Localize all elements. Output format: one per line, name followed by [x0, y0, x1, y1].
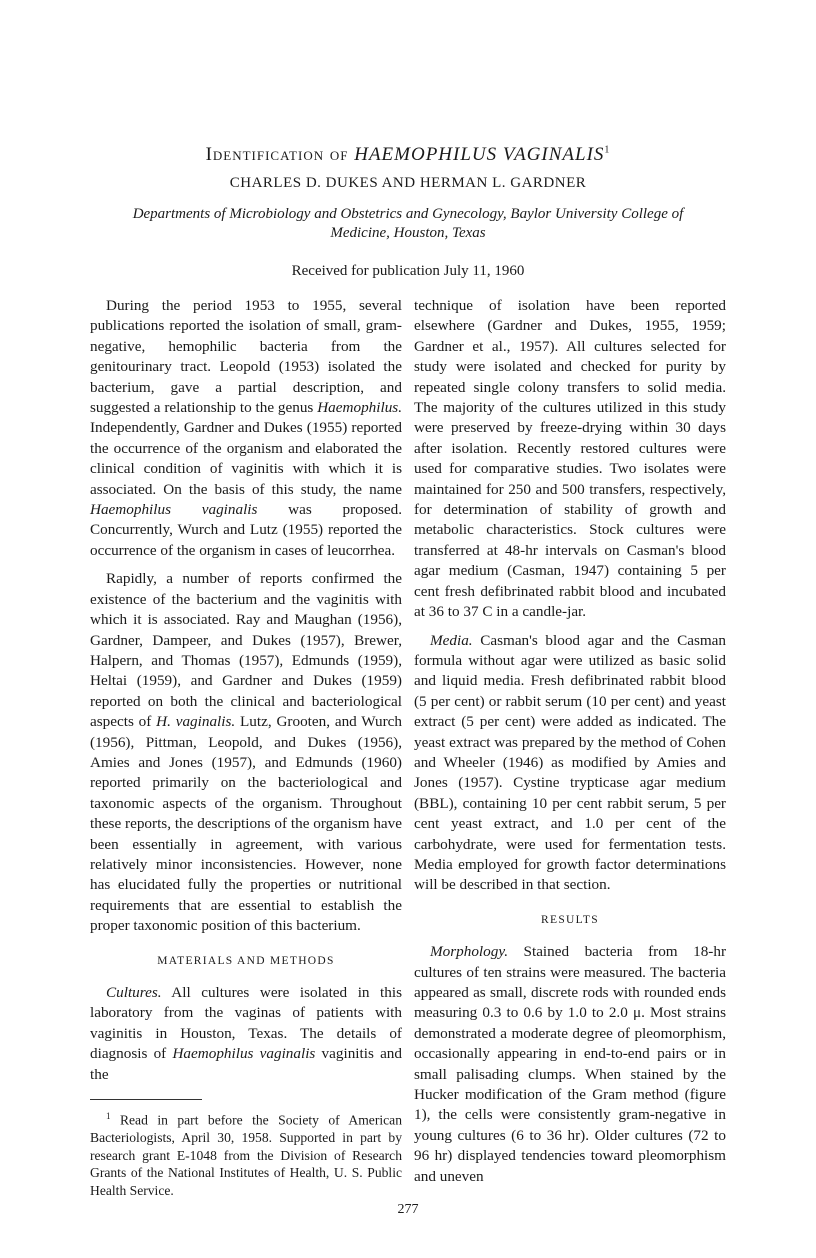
- footnote: $^1$ Read in part before the Society of American Bacteriologists, April 30, 1958. Supported in part by research grant E-1048 from the Division of Research Grants of the National Institutes of Health, U. S. Public Health Service.: [90, 1111, 402, 1198]
- left-column: [90, 296, 402, 1207]
- cultures-continued: technique of isolation have been reported elsewhere (Gardner and Dukes, 1955, 1959; Gardner et al., 1957). All cultures selected for study were isolated and checked for purity by repeated single colony transfers to solid media. The majority of the cultures utilized in this study were preserved by freeze-drying within 30 days after isolation. Recently restored cultures were used for comparative studies. Two isolates were maintained for 250 and 500 transfers, respectively, for determination of stability of growth and metabolic characteristics. Stock cultures were transferred at 48-hr intervals on Casman's blood agar medium (Casman, 1947) containing 5 per cent fresh defibrinated rabbit blood and incubated at 36 to 37 C in a candle-jar.: [414, 297, 726, 621]
- received-date: Received for publication July 11, 1960: [291, 263, 525, 279]
- methods-heading: MATERIALS AND METHODS: [157, 954, 335, 967]
- morphology-paragraph: Morphology. Stained bacteria from 18-hr cultures of ten strains were measured. The bacteria appeared as small, discrete rods with rounded ends measuring 0.3 to 0.6 by 1.0 to 2.0 μ. Most strains demonstrated a moderate degree of pleomorphism, occasionally appearing in end-to-end pairs or in small palisading clumps. When stained by the Hucker modification of the Gram method (figure 1), the cells were consistently gram-negative in young cultures (6 to 36 hr). Older cultures (72 to 96 hr) displayed tendencies toward pleomorphism and uneven: [414, 943, 726, 1185]
- affiliation: Departments of Microbiology and Obstetrics and Gynecology, Baylor University College of Medicine, Houston, Texas: [132, 206, 684, 241]
- intro-paragraph-1: During the period 1953 to 1955, several publications reported the isolation of small, gram-negative, hemophilic bacteria from the genitourinary tract. Leopold (1953) isolated the bacterium, gave a partial description, and suggested a relationship to the genus Haemophilus. Independently, Gardner and Dukes (1955) reported the occurrence of the organism and elaborated the clinical condition of vaginitis with which it is associated. On the basis of this study, the name Haemophilus vaginalis was proposed. Concurrently, Wurch and Lutz (1955) reported the occurrence of the organism in cases of leucorrhea.: [90, 297, 402, 559]
- morphology-label: Morphology.: [430, 943, 509, 961]
- title-footnote-mark: 1: [604, 144, 611, 156]
- footnote-rule: [90, 1099, 202, 1100]
- cultures-paragraph: Cultures. All cultures were isolated in this laboratory from the vaginas of patients with vaginitis in Houston, Texas. The details of diagnosis of Haemophilus vaginalis vaginitis and the: [90, 984, 402, 1083]
- results-heading: RESULTS: [541, 913, 599, 926]
- title-species: HAEMOPHILUS VAGINALIS: [354, 144, 605, 165]
- cultures-label: Cultures.: [106, 984, 162, 1001]
- media-paragraph: Media. Casman's blood agar and the Casman formula without agar were utilized as basic solid and liquid media. Fresh defibrinated rabbit blood (5 per cent) or rabbit serum (10 per cent) and yeast extract (5 per cent) were added as indicated. The yeast extract was prepared by the method of Cohen and Wheeler (1946) as modified by Amies and Jones (1957). Cystine trypticase agar medium (BBL), containing 10 per cent rabbit serum, 5 per cent yeast extract, and 1.0 per cent of the carbohydrate, were used for fermentation tests. Media employed for growth factor determinations will be described in that section.: [414, 631, 726, 894]
- paper-title: [0, 144, 816, 166]
- media-label: Media.: [430, 631, 473, 649]
- title-prefix: Identification of: [205, 144, 349, 165]
- authors: CHARLES D. DUKES AND HERMAN L. GARDNER: [229, 175, 587, 191]
- intro-paragraph-2: Rapidly, a number of reports confirmed the existence of the bacterium and the vaginitis with which it is associated. Ray and Maughan (1956), Gardner, Dampeer, and Dukes (1957), Brewer, Halpern, and Thomas (1957), Edmunds (1959), Heltai (1959), and Gardner and Dukes (1959) reported on both the clinical and bacteriological aspects of H. vaginalis. Lutz, Grooten, and Wurch (1956), Pittman, Leopold, and Dukes (1956), Amies and Jones (1957), and Edmunds (1960) reported primarily on the bacteriological and taxonomic aspects of the organism. Throughout these reports, the descriptions of the organism have been essentially in agreement, with various relatively minor inconsistencies. However, none has elucidated fully the properties or nutritional requirements that are essential to establish the proper taxonomic position of this bacterium.: [90, 570, 403, 935]
- right-column: [414, 296, 726, 1195]
- page-number: 277: [397, 1202, 419, 1217]
